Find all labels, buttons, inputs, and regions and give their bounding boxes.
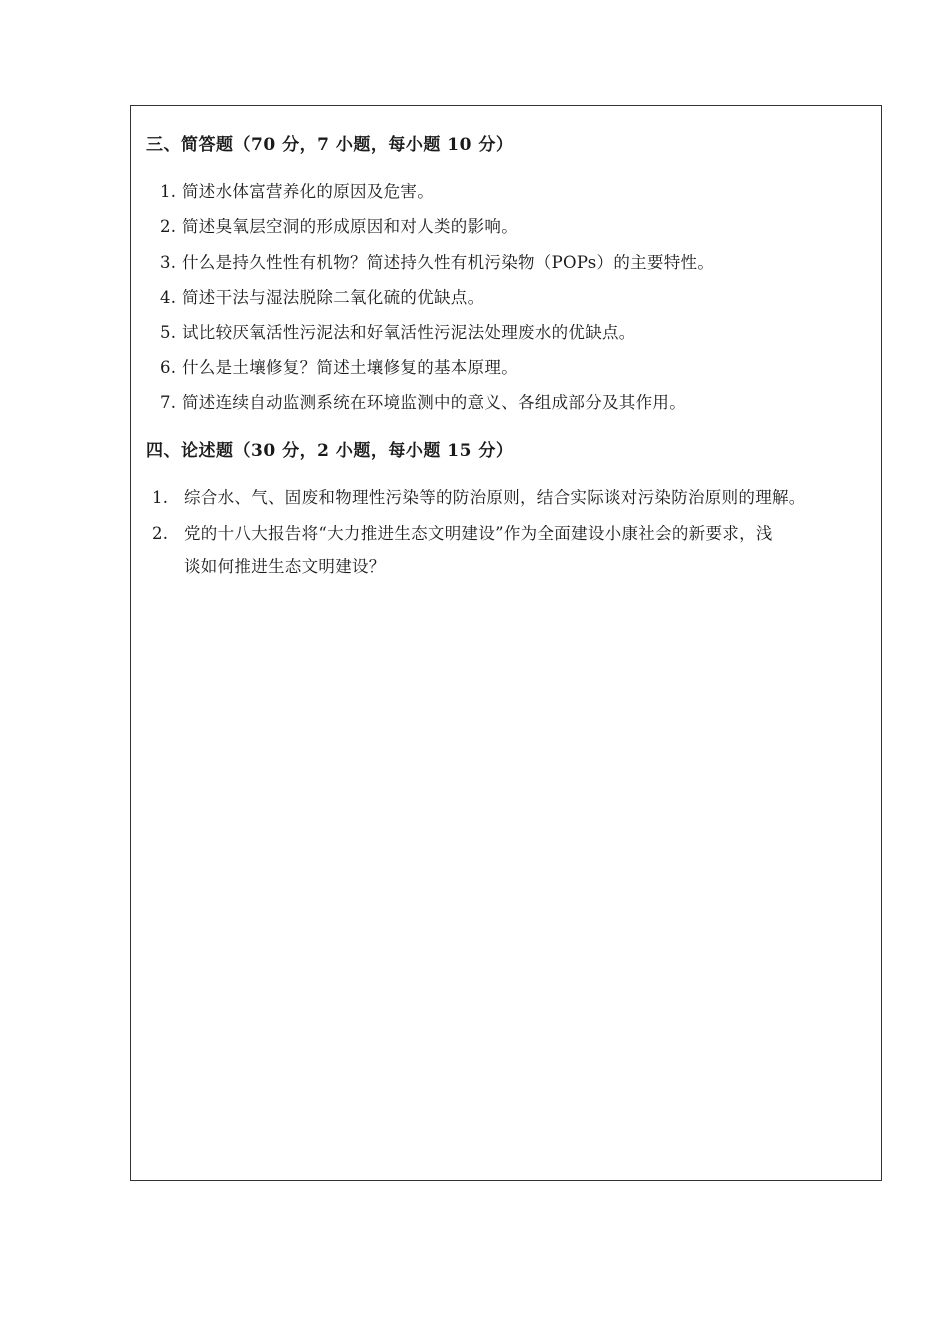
question-text: 简述干法与湿法脱除二氧化硫的优缺点。 [182, 288, 485, 307]
question-number: 2. [160, 217, 177, 236]
question-text: 简述连续自动监测系统在环境监测中的意义、各组成部分及其作用。 [182, 393, 686, 412]
question-number: 1. [152, 488, 169, 507]
question-item [152, 520, 773, 544]
question-number: 3. [160, 253, 177, 272]
question-text: 综合水、气、固废和物理性污染等的防治原则，结合实际谈对污染防治原则的理解。 [184, 488, 806, 507]
question-number: 1. [160, 182, 177, 201]
question-number: 7. [160, 393, 177, 412]
question-number: 4. [160, 288, 177, 307]
question-text: 什么是土壤修复？简述土壤修复的基本原理。 [182, 358, 518, 377]
section-title: 三、简答题（70 分，7 小题，每小题 10 分） [146, 135, 514, 155]
question-text: 党的十八大报告将“大力推进生态文明建设”作为全面建设小康社会的新要求，浅 [184, 524, 773, 543]
question-item [160, 178, 434, 202]
question-text: 什么是持久性性有机物？简述持久性有机污染物（POPs）的主要特性。 [182, 253, 715, 272]
question-item [160, 249, 714, 273]
question-number: 5. [160, 323, 177, 342]
question-item [160, 213, 518, 237]
question-item [160, 354, 518, 378]
question-text-continuation: 谈如何推进生态文明建设？ [184, 557, 386, 576]
section-title: 四、论述题（30 分，2 小题，每小题 15 分） [146, 441, 514, 461]
question-item [160, 284, 484, 308]
question-text: 简述水体富营养化的原因及危害。 [182, 182, 434, 201]
question-number: 2. [152, 524, 169, 543]
question-item [152, 484, 806, 508]
question-item [160, 319, 636, 343]
question-text: 试比较厌氧活性污泥法和好氧活性污泥法处理废水的优缺点。 [182, 323, 636, 342]
question-text: 简述臭氧层空洞的形成原因和对人类的影响。 [182, 217, 518, 236]
question-number: 6. [160, 358, 177, 377]
question-item [160, 389, 686, 413]
